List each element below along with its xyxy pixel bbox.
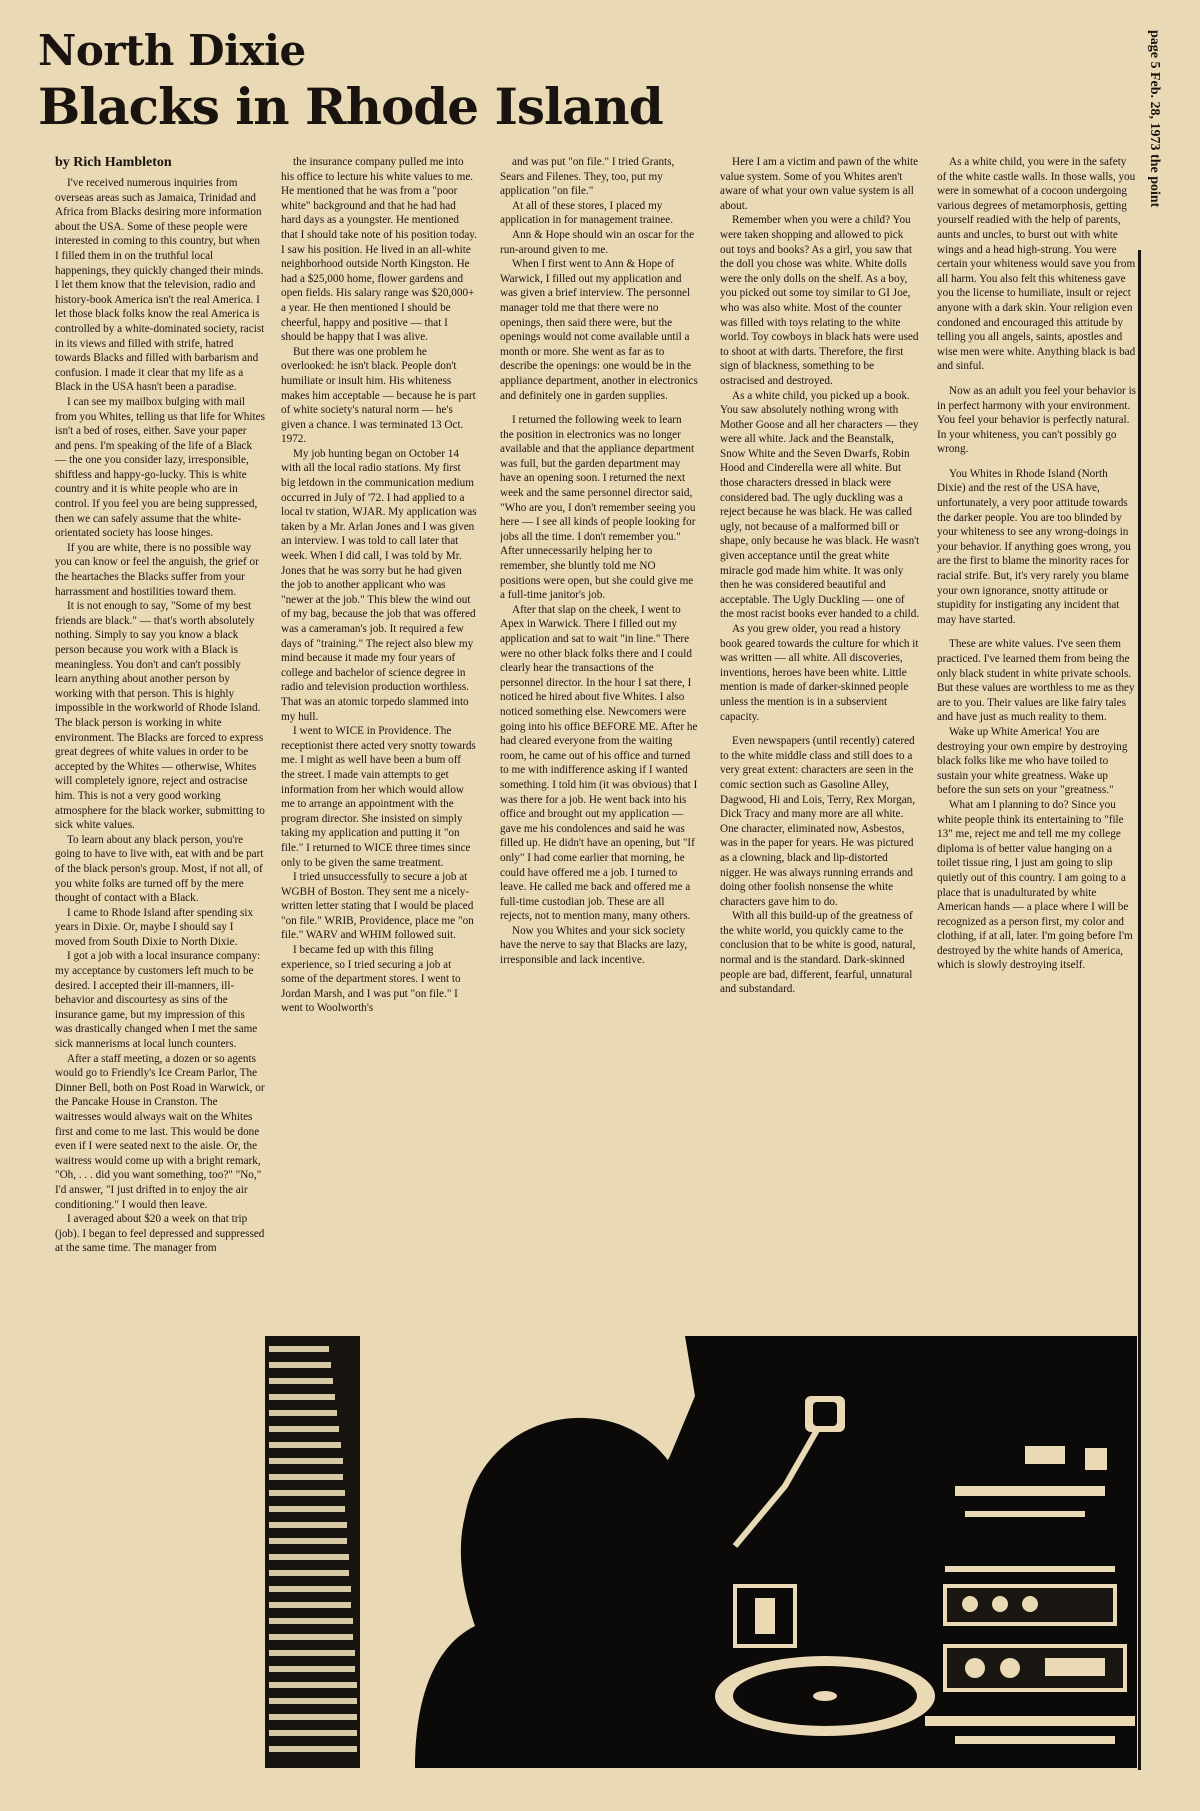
article-paragraph: After that slap on the cheek, I went to Apex in Warwick. There I filled out my application and sat to wait "in line." There were no other black folks there and I could clearly hear the transactions of the personnel director. In the hour I sat there, I noticed he hired about five Whites. I also noticed something else. Newcomers were going into his office BEFORE ME. After he had cleared everyone from the waiting room, he came out of his office and turned to me with indifference asking if I wanted something. I told him (it was obvious) that I was there for a job. He went back into his office and brought out my application — gave me his condolences and said he was filled up. He didn't have an opening, but "If only" I had come earlier that morning, he could have offered me a job. I turned to leave. He called me back and offered me a full-time custodian job. These are all rejects, not to mention many, many others. (500, 603, 698, 923)
article-paragraph: It is not enough to say, "Some of my best friends are black." — that's worth absolutely nothing. Simply to say you know a black person because you work with a Black is meaningless. You don't and can't possibly learn anything about another person by working with that person. This is highly impossible in the workworld of Rhode Island. The black person is working in white environment. The Blacks are forced to express great degrees of white values in order to be accepted by the Whites — otherwise, Whites will completely ignore, reject and ostracise him. This is not a very good working atmosphere for the black worker, submitting to sick white values. (55, 600, 265, 832)
article-paragraph: I tried unsuccessfully to secure a job at WGBH of Boston. They sent me a nicely-written letter stating that I would be placed "on file." WRIB, Providence, place me "on file." WARV and WHIM followed suit. (281, 871, 474, 942)
article-paragraph: But there was one problem he overlooked: he isn't black. People don't humiliate or insult him. His whiteness makes him acceptable — because he is part of white society's natural norm — he's given a chance. I was terminated 13 Oct. 1972. (281, 345, 476, 446)
column-rule (1138, 250, 1141, 1770)
main-headline: Blacks in Rhode Island (38, 77, 663, 136)
article-paragraph: and was put "on file." I tried Grants, Sears and Filenes. They, too, put my application "on file." (500, 156, 675, 198)
article-column-3 (500, 155, 698, 1323)
article-column-2 (281, 155, 477, 1323)
article-paragraph: Even newspapers (until recently) catered to the white middle class and still does to a very great extent: characters are seen in the comic section such as Gasoline Alley, Dagwood, Hi and Lois, Terry, Rex Morgan, Dick Tracy and many more are all white. One character, eliminated now, Asbestos, was in the paper for years. He was pictured as a clowning, black and lip-distorted nigger. He was always running errands and doing other foolish nonsense the white characters gave him to do. (720, 735, 916, 908)
page-folio: page 5 Feb. 28, 1973 the point (1147, 30, 1162, 208)
article-paragraph: As a white child, you were in the safety of the white castle walls. In those walls, you were in somewhat of a cocoon undergoing various degrees of metamorphosis, getting yourself readied with the help of parents, aunts and uncles, to burst out with white wings and a head high-strung. You were certain your whiteness would save you from all harm. You also felt this whiteness gave you the license to humiliate, insult or reject anyone with a dark skin. Your religion even condoned and encouraged this attitude by telling you all angels, saints, apostles and wise men were white. Anything black is bad and sinful. (937, 156, 1136, 373)
article-paragraph: I went to WICE in Providence. The receptionist there acted very snotty towards me. I might as well have been a bum off the street. I made vain attempts to get information from her which would allow me to arrange an appointment with the program director. She insisted on simply taking my application and putting it "on file." I returned to WICE three times since only to be given the same treatment. (281, 725, 476, 869)
article-paragraph: As a white child, you picked up a book. You saw absolutely nothing wrong with Mother Goose and all her characters — they were all white. Jack and the Beanstalk, Snow White and the Seven Dwarfs, Robin Hood and Cinderella were all white. But those characters dressed in black were considered bad. The ugly duckling was a reject because he was black. He was called ugly, not because of a malformed bill or shape, only because he was black. He wasn't given acceptance until the great white miracle god made him white. It was only then he was considered beautiful and acceptable. The Ugly Duckling — one of the most racist books ever handed to a child. (720, 389, 920, 621)
article-paragraph: Now you Whites and your sick society have the nerve to say that Blacks are lazy, irresponsible and lack incentive. (500, 924, 688, 967)
article-paragraph: Here I am a victim and pawn of the white value system. Some of you Whites aren't aware of what your own value system is all about. (720, 156, 919, 212)
article-paragraph: the insurance company pulled me into his office to lecture his white values to me. He mentioned that he was from a "poor white" background and that he had had hard days as a youngster. He mentioned that I should take note of his position today. I saw his position. He lived in an all-white neighborhood outside North Kingston. He had a $25,000 home, flower gardens and open fields. His salary range was $20,000+ a year. He then mentioned I should be cheerful, happy and positive — that I should be happy that I was alive. (281, 156, 477, 344)
kicker-headline: North Dixie (38, 26, 306, 75)
article-paragraph: Remember when you were a child? You were taken shopping and allowed to pick out toys and books? As a girl, you saw that the doll you chose was white. White dolls were the only dolls on the shelf. As a boy, you picked out some toy similar to GI Joe, who was also white. Most of the counter was filled with toys relating to the white world. Toy cowboys in black hats were used to shoot at with darts. Therefore, the first sign of blackness, something to be ostracised and destroyed. (720, 214, 919, 387)
article-paragraph: As you grew older, you read a history book geared towards the culture for which it was written — all white. All discoveries, inventions, heroes have been white. Little mention is made of darker-skinned people unless the mention is in a subservient capacity. (720, 623, 919, 723)
article-paragraph: I returned the following week to learn the position in electronics was no longer available and that the appliance department was full, but the garden department may have an opening soon. I returned the next week and the same personnel director said, "Who are you, I don't remember seeing you here — I see all kinds of people looking for jobs all the time. I don't remember you." After unnecessarily helping her to remember, she bluntly told me NO positions were open, but she could give me a full-time janitor's job. (500, 414, 696, 602)
article-paragraph: To learn about any black person, you're going to have to live with, eat with and be part of the black person's group. Most, if not all, of you white folks are turned off by the mere thought of contact with a Black. (55, 833, 264, 905)
article-paragraph: I've received numerous inquiries from overseas areas such as Jamaica, Trinidad and Africa from Blacks desiring more information about the USA. Some of these people were interested in coming to this country, but when I filled them in on the truthful local happenings, they quickly changed their minds. I let them know that the television, radio and history-book America isn't the real America. I let those black folks know the real America is controlled by a white-dominated society, racist in its views and filled with strife, hatred towards Blacks and filled with barbarism and confusion. I made it clear that my life as a Black in the USA hasn't been a paradise. (55, 177, 265, 394)
article-column-4 (720, 155, 920, 1323)
silhouette-photo (265, 1336, 1137, 1768)
article-paragraph: I got a job with a local insurance company: my acceptance by customers left much to be desired. I accepted their ill-manners, ill-behavior and discourtesy as sins of the insurance game, but my impression of this was drastically changed when I met the same sick mannerisms at local lunch counters. (55, 950, 261, 1051)
article-column-1 (55, 176, 265, 1776)
article-paragraph: Now as an adult you feel your behavior is in perfect harmony with your environment. You feel your behavior is perfectly natural. In your whiteness, you can't possibly go wrong. (937, 384, 1137, 456)
article-paragraph: After a staff meeting, a dozen or so agents would go to Friendly's Ice Cream Parlor, The Dinner Bell, both on Post Road in Warwick, or the Pancake House in Cranston. The waitresses would always wait on the Whites first and come to me last. This would be done even if I were seated next to the aisle. Or, the waitress would come up with a bright remark, "Oh, . . . did you want something, too?" "No," I'd answer, "I just drifted in to enjoy the air conditioning." I would then leave. (55, 1052, 265, 1211)
byline: by Rich Hambleton (55, 155, 172, 170)
article-paragraph: If you are white, there is no possible way you can know or feel the anguish, the grief or the heartaches the Blacks suffer from your harrassment and hostilities toward them. (55, 541, 259, 598)
article-paragraph: I became fed up with this filing experience, so I tried securing a job at some of the department stores. I went to Jordan Marsh, and I was put "on file." I went to Woolworth's (281, 944, 461, 1015)
article-paragraph: You Whites in Rhode Island (North Dixie) and the rest of the USA have, unfortunately, a very poor attitude towards the darker people. You are too blinded by your whiteness to see any wrong-doings in your behavior. If anything goes wrong, you are the first to blame the minority races for racial strife. But, it's very rarely you blame your own ignorance, snotty attitude or stupidity for instigating any incident that may have started. (937, 467, 1131, 626)
article-column-5 (937, 155, 1137, 1323)
article-paragraph: Wake up White America! You are destroying your own empire by destroying black folks like me who have toiled to sustain your white greatness. Wake up before the sun sets on your "greatness." (937, 725, 1128, 797)
article-paragraph: I came to Rhode Island after spending six years in Dixie. Or, maybe I should say I moved from South Dixie to North Dixie. (55, 906, 254, 948)
article-paragraph: At all of these stores, I placed my application in for management trainee. (500, 199, 674, 227)
article-paragraph: These are white values. I've seen them practiced. I've learned them from being the only black student in white private schools. But these values are worthless to me as they are to you. Their values are like fairy tales and have just as much reality to them. (937, 638, 1135, 724)
article-paragraph: When I first went to Ann & Hope of Warwick, I filled out my application and was given a brief interview. The personnel manager told me that there were no openings, then said there were, but the openings would not come available until a month or more. She went as far as to describe the openings: one would be in the appliance department, another in electronics and definitely one in garden supplies. (500, 258, 698, 402)
article-paragraph: I can see my mailbox bulging with mail from you Whites, telling us that life for Whites isn't a bed of roses, either. Save your paper and pens. I'm speaking of the life of a Black — the one you consider lazy, irresponsible, shiftless and happy-go-lucky. This is white country and it is white people who are in control. If you feel you are being suppressed, then we can safely assume that the white-orientated society has loose hinges. (55, 395, 265, 540)
article-paragraph: Ann & Hope should win an oscar for the run-around given to me. (500, 228, 695, 256)
article-paragraph: I averaged about $20 a week on that trip (job). I began to feel depressed and suppressed at the same time. The manager from (55, 1213, 265, 1255)
photo-illustration (265, 1336, 1137, 1768)
article-paragraph: My job hunting began on October 14 with all the local radio stations. My first big letdown in the communication medium occurred in July of '72. I had applied to a local tv station, WJAR. My application was taken by a Mr. Arlan Jones and I was given an interview. I was told to call later that week. When I did call, I was told by Mr. Jones that he was sorry but he had given the job to another applicant who was "newer at the job." This blew the wind out of my bag, because the job that was offered was a cameraman's job. It required a few days of "training." The reject also blew my mind because it made my four years of college and bachelor of science degree in radio and television production worthless. That was an atomic torpedo slammed into my hull. (281, 447, 477, 723)
article-paragraph: With all this build-up of the greatness of the white world, you quickly came to the conclusion that to be white is good, natural, normal and is the standard. Dark-skinned people are bad, different, fearful, unnatural and substandard. (720, 910, 916, 996)
article-paragraph: What am I planning to do? Since you white people think its entertaining to "file 13" me, reject me and tell me my college diploma is of better value hanging on a toilet tissue ring, I just am going to slip quietly out of this country. I am going to a place that is unadulturated by white American hands — a place where I will be recognized as a person first, my color and clothing, if at all, later. I'm going before I'm destroyed by the white hands of America, which is slowly destroying itself. (937, 798, 1133, 972)
